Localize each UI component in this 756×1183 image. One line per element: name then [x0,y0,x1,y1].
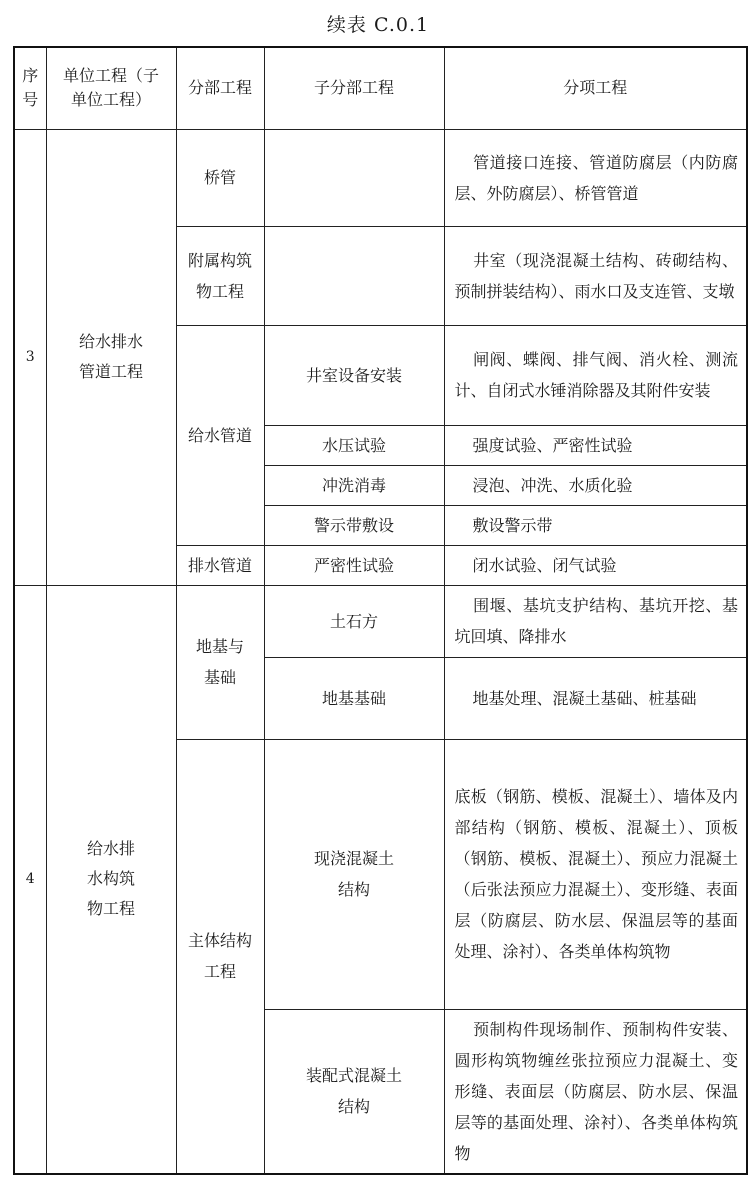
unit-4: 给水排水构筑物工程 [46,585,176,1174]
division-water: 给水管道 [176,325,264,545]
header-division: 分部工程 [176,47,264,129]
item-earthwork: 围堰、基坑支护结构、基坑开挖、基坑回填、降排水 [444,585,747,657]
item-aux: 井室（现浇混凝土结构、砖砌结构、预制拼装结构）、雨水口及支连管、支墩 [444,226,747,325]
item-bridge: 管道接口连接、管道防腐层（内防腐层、外防腐层）、桥管管道 [444,129,747,226]
item-tape: 敷设警示带 [444,505,747,545]
item-flush: 浸泡、冲洗、水质化验 [444,465,747,505]
division-foundation: 地基与基础 [176,585,264,739]
header-unit: 单位工程（子单位工程） [46,47,176,129]
subdivision-tight: 严密性试验 [264,545,444,585]
subdivision-castin: 现浇混凝土结构 [264,739,444,1009]
division-aux: 附属构筑物工程 [176,226,264,325]
item-castin: 底板（钢筋、模板、混凝土）、墙体及内部结构（钢筋、模板、混凝土）、顶板（钢筋、模板、混凝土）、预应力混凝土（后张法预应力混凝土）、变形缝、表面层（防腐层、防水层、保温层等的基面处理、涂衬）、各类单体构筑物 [444,739,747,1009]
header-row [14,47,747,129]
subdivision-pressure: 水压试验 [264,425,444,465]
subdivision-flush: 冲洗消毒 [264,465,444,505]
header-item: 分项工程 [444,47,747,129]
table-row [14,585,747,657]
division-bridge: 桥管 [176,129,264,226]
seq-3: 3 [14,129,46,585]
item-well: 闸阀、蝶阀、排气阀、消火栓、测流计、自闭式水锤消除器及其附件安装 [444,325,747,425]
seq-4: 4 [14,585,46,1174]
subdivision-foundbase: 地基基础 [264,657,444,739]
unit-3: 给水排水管道工程 [46,129,176,585]
table-title: 续表 C.0.1 [326,14,430,36]
header-subdivision: 子分部工程 [264,47,444,129]
subdivision-prefab: 装配式混凝土结构 [264,1009,444,1174]
subdivision-earthwork: 土石方 [264,585,444,657]
subdivision-empty [264,129,444,226]
header-seq: 序号 [14,47,46,129]
subdivision-empty [264,226,444,325]
item-foundbase: 地基处理、混凝土基础、桩基础 [444,657,747,739]
quality-acceptance-table [13,46,748,1175]
item-tight: 闭水试验、闭气试验 [444,545,747,585]
item-pressure: 强度试验、严密性试验 [444,425,747,465]
division-main: 主体结构工程 [176,739,264,1174]
subdivision-well: 井室设备安装 [264,325,444,425]
division-drain: 排水管道 [176,545,264,585]
table-row [14,129,747,226]
item-prefab: 预制构件现场制作、预制构件安装、圆形构筑物缠丝张拉预应力混凝土、变形缝、表面层（防腐层、防水层、保温层等的基面处理、涂衬）、各类单体构筑物 [444,1009,747,1174]
subdivision-tape: 警示带敷设 [264,505,444,545]
